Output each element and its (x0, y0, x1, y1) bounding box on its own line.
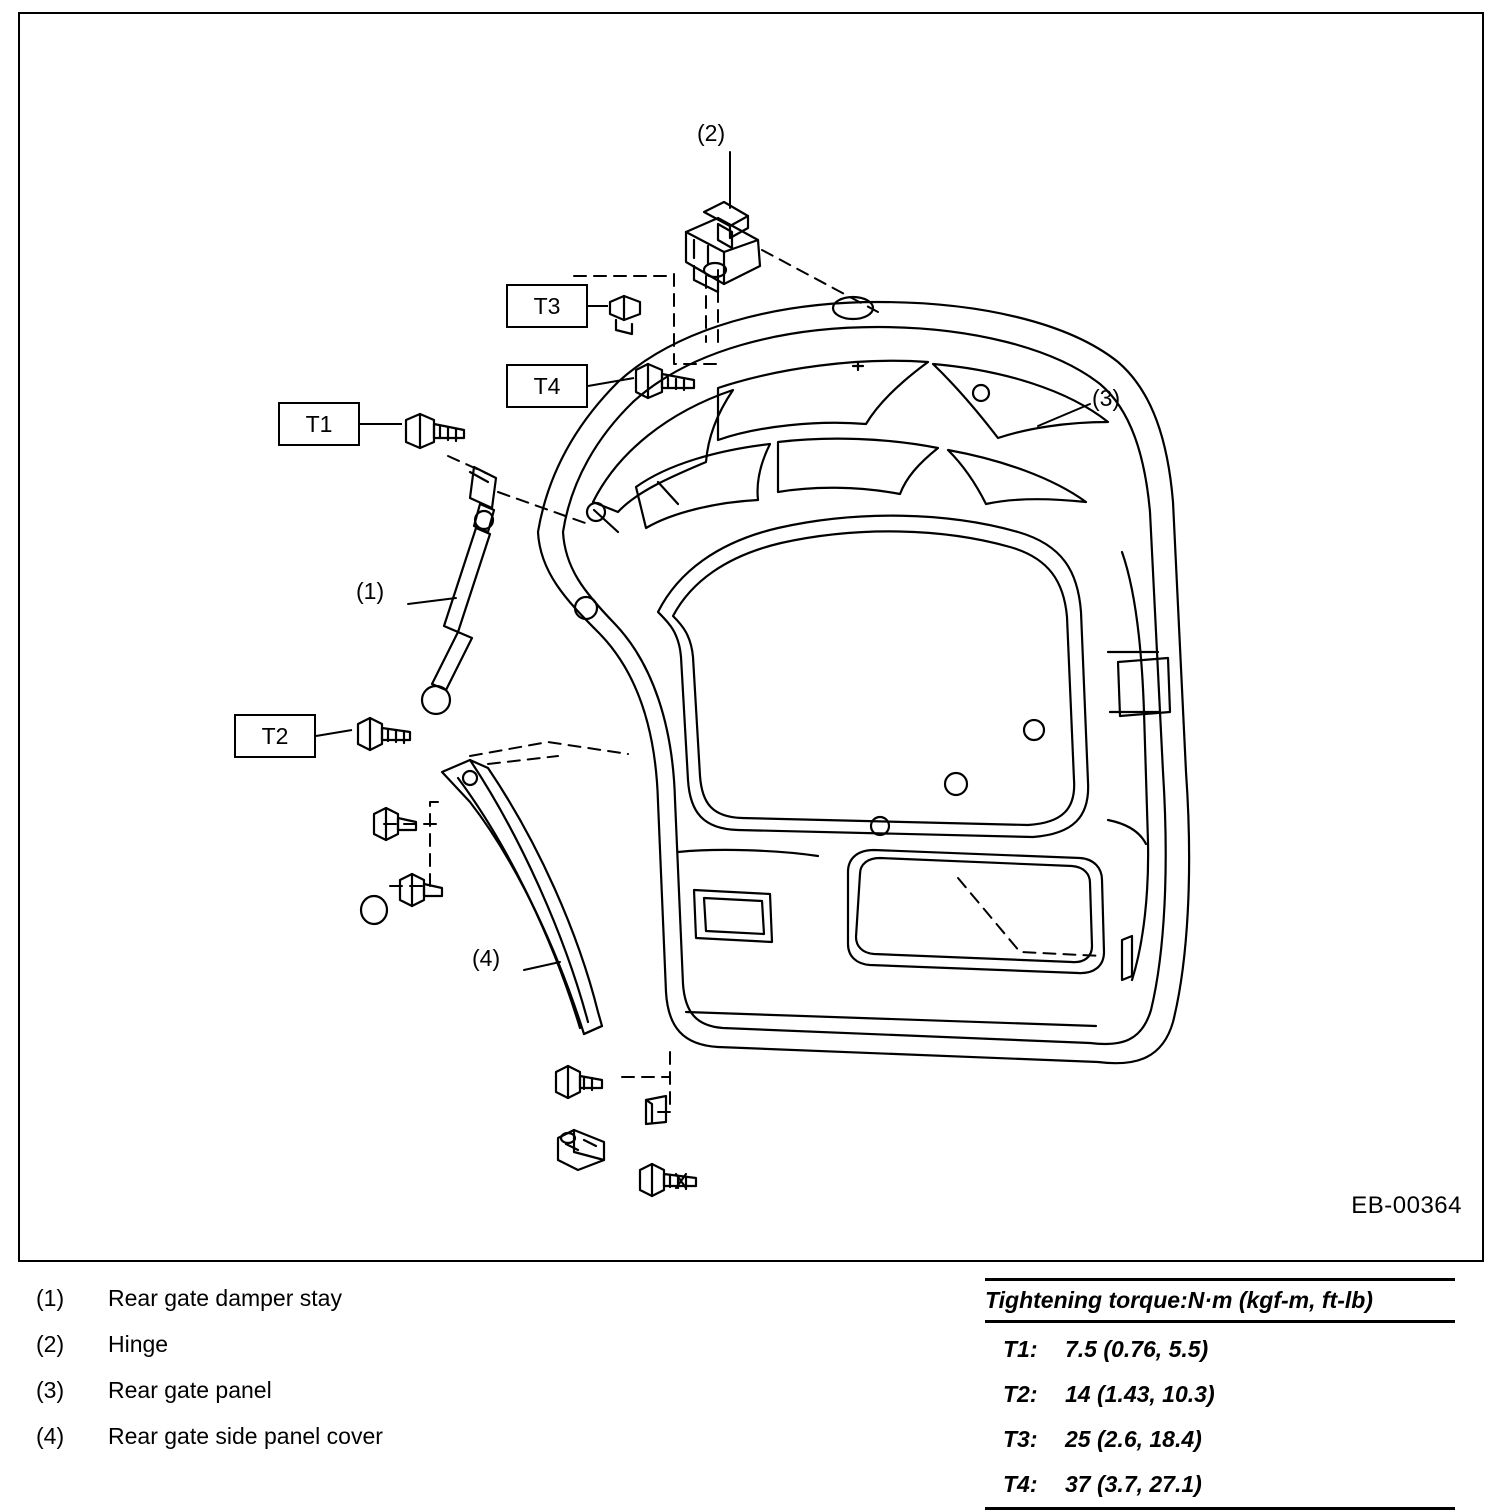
callout-t3-label: T3 (533, 292, 561, 319)
t1-fastener (406, 414, 464, 448)
tightening-torque-table (985, 1278, 1455, 1510)
figure-id: EB-00364 (1351, 1192, 1462, 1219)
legend-item-label: Rear gate panel (108, 1377, 272, 1403)
torque-table-rows (985, 1323, 1455, 1510)
legend-item-label: Hinge (108, 1331, 169, 1357)
item-label-3 (1092, 385, 1120, 412)
rear-gate-side-panel-cover (442, 760, 602, 1034)
torque-row-key: T1: (1003, 1336, 1038, 1362)
legend (36, 1285, 736, 1469)
torque-row-key: T2: (1003, 1381, 1038, 1407)
torque-row (985, 1417, 1455, 1462)
item-label-2 (697, 120, 725, 147)
legend-item (36, 1377, 736, 1404)
legend-item (36, 1285, 736, 1312)
item-label-1-text: (1) (356, 578, 385, 604)
callout-t1 (278, 402, 360, 446)
item-label-4 (472, 945, 500, 972)
torque-row-value: 25 (2.6, 18.4) (1065, 1426, 1202, 1452)
torque-row-value: 7.5 (0.76, 5.5) (1065, 1336, 1209, 1362)
legend-item-label: Rear gate damper stay (108, 1285, 342, 1311)
callout-t3 (506, 284, 588, 328)
torque-table-title: Tightening torque:N·m (kgf-m, ft-lb) (985, 1278, 1455, 1323)
item-label-3-text: (3) (1092, 385, 1121, 411)
callout-t4 (506, 364, 588, 408)
torque-row-key: T3: (1003, 1426, 1038, 1452)
item-label-4-text: (4) (472, 945, 501, 971)
torque-row (985, 1462, 1455, 1507)
callout-t1-label: T1 (305, 410, 333, 437)
latch-striker (558, 1130, 604, 1170)
legend-item (36, 1423, 736, 1450)
hinge-part (686, 202, 760, 292)
torque-row-value: 37 (3.7, 27.1) (1065, 1471, 1202, 1497)
legend-item-number: (3) (36, 1377, 65, 1403)
t3-fastener (610, 296, 640, 334)
striker-bolt-upper (556, 1066, 602, 1098)
striker-bolt-lower (640, 1164, 696, 1196)
torque-row-key: T4: (1003, 1471, 1038, 1497)
callout-t4-label: T4 (533, 372, 561, 399)
legend-item-label: Rear gate side panel cover (108, 1423, 383, 1449)
rear-gate-exploded-diagram (18, 12, 1484, 1262)
item-label-1 (356, 578, 384, 605)
torque-row (985, 1372, 1455, 1417)
item-label-2-text: (2) (697, 120, 726, 146)
legend-item-number: (4) (36, 1423, 65, 1449)
callout-t2 (234, 714, 316, 758)
legend-item (36, 1331, 736, 1358)
t2-fastener (358, 718, 410, 750)
legend-item-number: (2) (36, 1331, 65, 1357)
torque-row (985, 1327, 1455, 1372)
legend-item-number: (1) (36, 1285, 65, 1311)
torque-row-value: 14 (1.43, 10.3) (1065, 1381, 1215, 1407)
callout-t2-label: T2 (261, 722, 289, 749)
damper-stay (422, 467, 496, 714)
